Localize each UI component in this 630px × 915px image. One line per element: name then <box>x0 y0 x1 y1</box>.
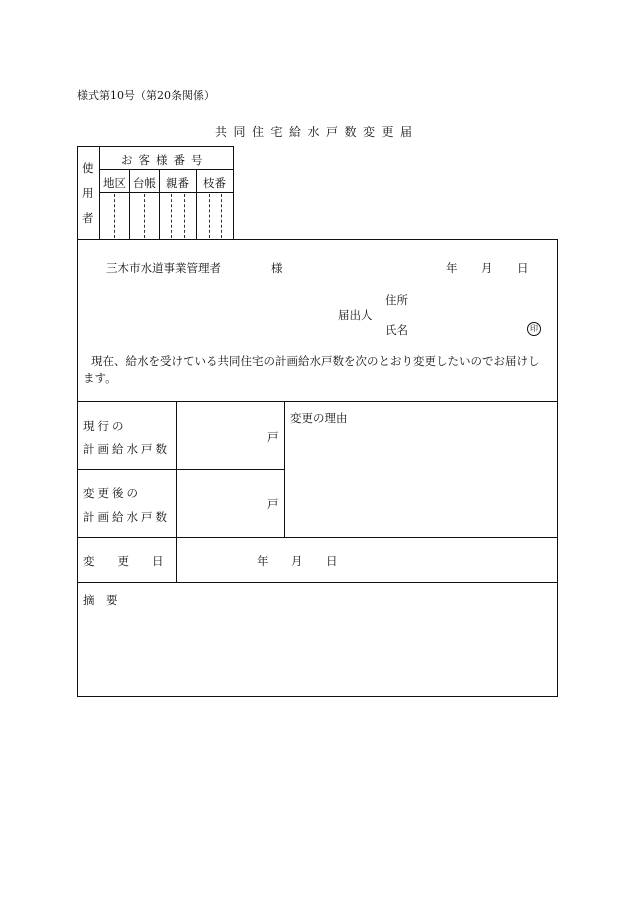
customer-number-label: お客様番号 <box>121 153 209 167</box>
digit-divider <box>144 194 145 238</box>
change-date-month: 月 <box>291 554 303 568</box>
date-year: 年 <box>446 261 458 275</box>
form-title: 共同住宅給水戸数変更届 <box>215 125 419 139</box>
addressee: 三木市水道事業管理者 <box>106 261 221 275</box>
digit-divider <box>171 194 172 238</box>
summary-label: 摘 要 <box>83 593 118 607</box>
user-label-char-3: 者 <box>82 211 94 225</box>
seal-mark: 印 <box>527 322 541 336</box>
form-number: 様式第10号（第20条関係） <box>77 89 215 102</box>
new-households-unit: 戸 <box>267 497 279 511</box>
honorific: 様 <box>271 261 283 275</box>
applicant-label: 届出人 <box>338 308 373 322</box>
user-label-char-1: 使 <box>82 161 94 175</box>
body-text-line-1: 現在、給水を受けている共同住宅の計画給水戸数を次のとおり変更したいのでお届けし <box>91 354 540 368</box>
body-text-line-2: ます。 <box>83 371 117 385</box>
date-month: 月 <box>481 261 493 275</box>
change-date-year: 年 <box>257 554 269 568</box>
address-label: 住所 <box>385 293 408 307</box>
change-date-day: 日 <box>326 554 338 568</box>
user-label-char-2: 用 <box>82 186 94 200</box>
current-households-unit: 戸 <box>267 430 279 444</box>
digit-divider <box>184 194 185 238</box>
digit-divider <box>114 194 115 238</box>
column-parent-number: 親番 <box>166 176 189 190</box>
change-date-label: 変 更 日 <box>83 554 164 568</box>
digit-divider <box>209 194 210 238</box>
new-households-label-2: 計画給水戸数 <box>83 510 170 524</box>
change-reason-label: 変更の理由 <box>290 411 348 425</box>
name-label: 氏名 <box>385 323 408 337</box>
column-ledger: 台帳 <box>133 176 156 190</box>
column-area: 地区 <box>103 176 126 190</box>
date-day: 日 <box>517 261 529 275</box>
digit-divider <box>221 194 222 238</box>
new-households-label-1: 変更後の <box>83 486 141 500</box>
column-branch-number: 枝番 <box>203 176 226 190</box>
current-households-label-1: 現行の <box>83 419 127 433</box>
current-households-label-2: 計画給水戸数 <box>83 442 170 456</box>
